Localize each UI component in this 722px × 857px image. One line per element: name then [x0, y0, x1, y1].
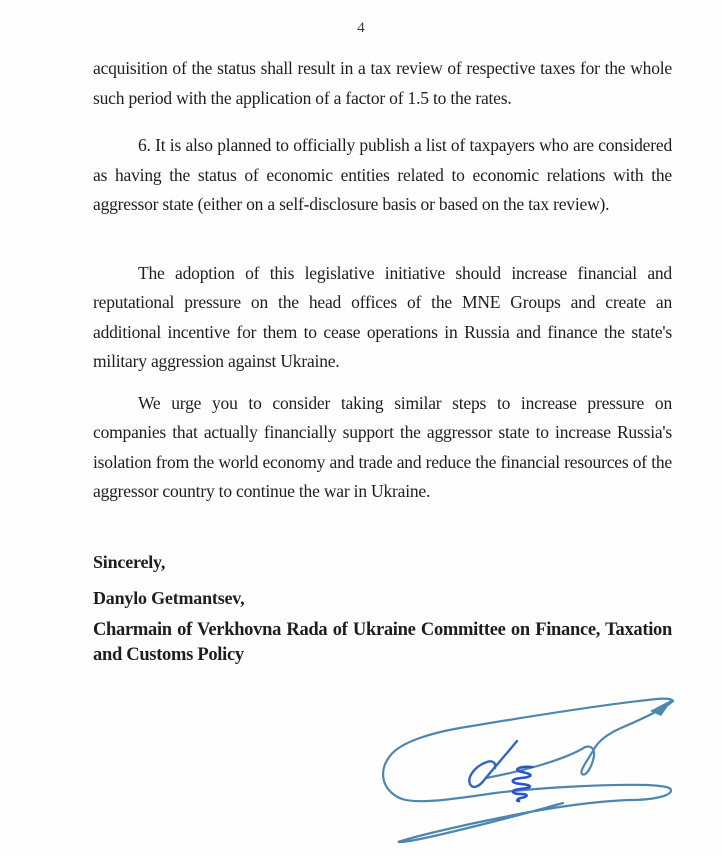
paragraph: 6. It is also planned to officially publish a list of taxpayers who are considered as having the status of economic entities related to economic relations with the aggressor state (either on a self-disclosure basis or based on the tax review).: [93, 135, 672, 214]
signer-title: [93, 618, 672, 668]
letter-body: [93, 54, 672, 668]
paragraph: The adoption of this legislative initiative should increase financial and reputational pressure on the head offices of the MNE Groups and create an additional incentive for them to cease operations in Russia and finance the state's military aggression against Ukraine.: [93, 262, 672, 371]
closing-block: [93, 550, 672, 668]
paragraph: We urge you to consider taking similar steps to increase pressure on companies that actually financially support the aggressor state to increase Russia's isolation from the world economy and trade and reduce the financial resources of the aggressor country to continue the war in Ukraine.: [93, 392, 672, 501]
signer-title-line2: and Customs Policy: [93, 644, 244, 665]
paragraph: acquisition of the status shall result in a tax review of respective taxes for the whole such period with the application of a factor of 1.5 to the rates.: [93, 58, 672, 108]
signer-name: Danylo Getmantsev,: [93, 587, 245, 608]
closing-salutation: Sincerely,: [93, 551, 166, 572]
signer-title-line1: Charmain of Verkhovna Rada of Ukraine Committee on Finance, Taxation: [93, 619, 672, 640]
handwritten-signature-image: [370, 688, 700, 855]
signature-stroke-vertical: [469, 741, 517, 787]
page-number: 4: [357, 20, 365, 36]
